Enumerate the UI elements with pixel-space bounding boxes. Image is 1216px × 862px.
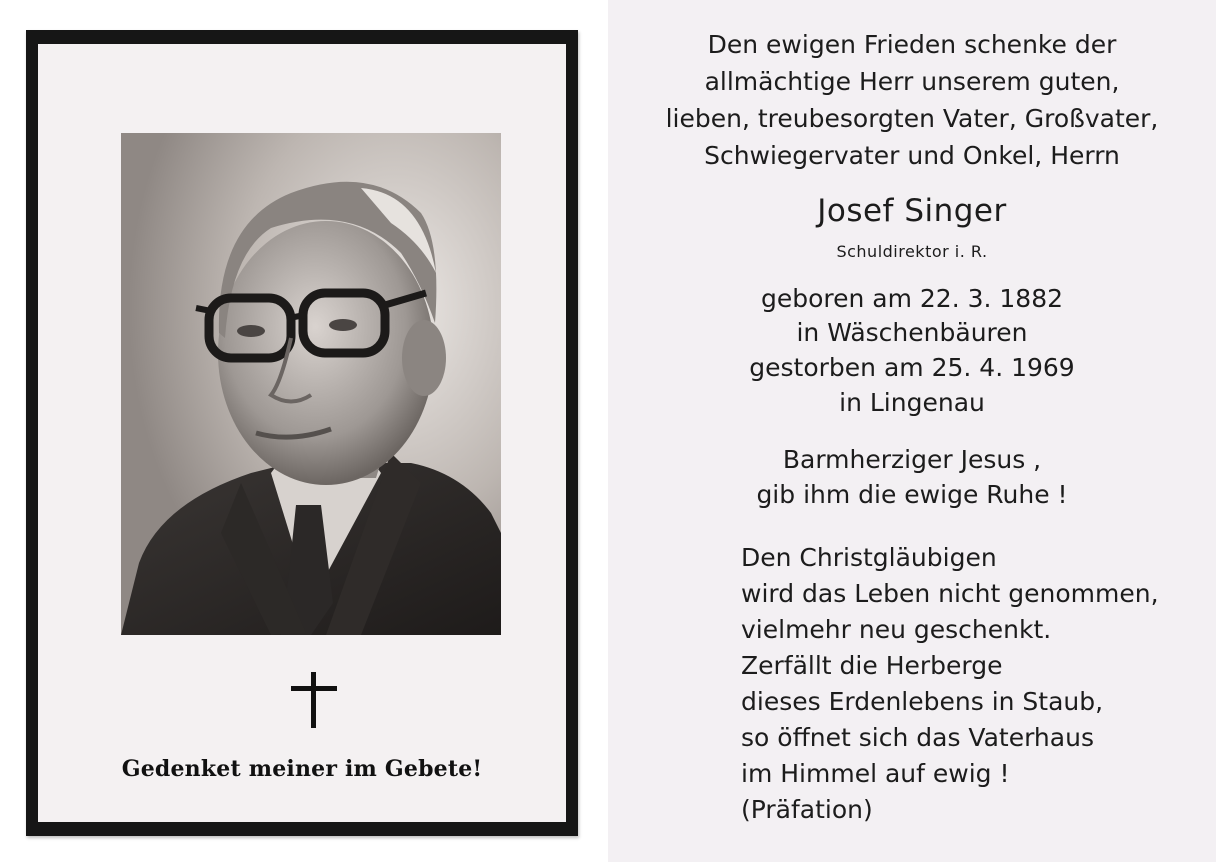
motto-text: Gedenket meiner im Gebete!: [121, 756, 483, 782]
prayer-line: Barmherziger Jesus ,: [782, 445, 1042, 474]
verse-line: Zerfällt die Herberge: [741, 651, 1003, 680]
portrait-image: [121, 133, 501, 635]
verse-line: so öffnet sich das Vaterhaus: [741, 723, 1094, 752]
intro-line: lieben, treubesorgten Vater, Großvater,: [665, 104, 1159, 133]
verse-source: (Präfation): [741, 795, 873, 824]
intro-line: Den ewigen Frieden schenke der: [707, 30, 1117, 59]
verse-line: im Himmel auf ewig !: [741, 759, 1010, 788]
card-front-paper: [38, 44, 566, 822]
latin-cross-icon: [291, 672, 337, 728]
intro-line: allmächtige Herr unserem guten,: [704, 67, 1120, 96]
verse-line: Den Christgläubigen: [741, 543, 997, 572]
verse-line: wird das Leben nicht genommen,: [741, 579, 1159, 608]
intro-line: Schwiegervater und Onkel, Herrn: [704, 141, 1120, 170]
date-line: in Wäschenbäuren: [796, 318, 1028, 347]
date-line: in Lingenau: [839, 388, 985, 417]
verse-line: dieses Erdenlebens in Staub,: [741, 687, 1104, 716]
memorial-card-front: [26, 30, 578, 836]
memorial-card-back: [608, 0, 1216, 862]
prayer-line: gib ihm die ewige Ruhe !: [756, 480, 1068, 509]
verse-line: vielmehr neu geschenkt.: [741, 615, 1052, 644]
deceased-name: Josef Singer: [817, 193, 1007, 229]
date-line: geboren am 22. 3. 1882: [760, 284, 1064, 313]
deceased-title: Schuldirektor i. R.: [836, 242, 988, 261]
date-line: gestorben am 25. 4. 1969: [749, 353, 1075, 382]
portrait-photo: [121, 133, 501, 635]
